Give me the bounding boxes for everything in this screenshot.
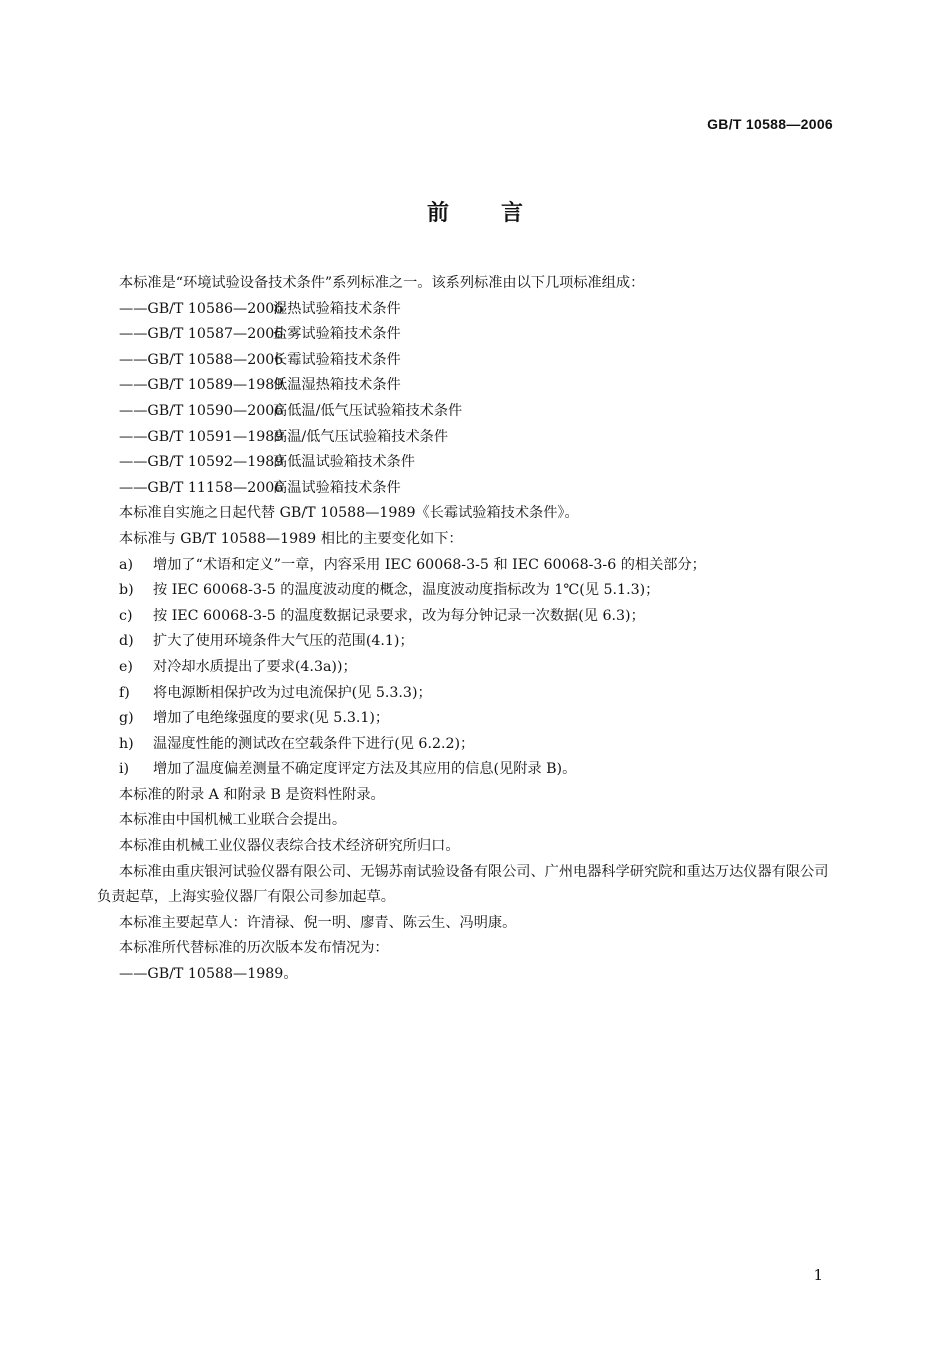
change-item — [97, 578, 837, 604]
change-label: c) — [119, 607, 133, 624]
change-text: 按 IEC 60068-3-5 的温度波动度的概念，温度波动度指标改为 1℃(见 5.1.3)； — [153, 582, 660, 599]
series-name: 盐雾试验箱技术条件 — [273, 326, 401, 343]
replace-statement: 本标准自实施之日起代替 GB/T 10588—1989《长霉试验箱技术条件》。 — [119, 505, 579, 522]
series-list — [97, 297, 837, 502]
change-text: 温湿度性能的测试改在空载条件下进行(见 6.2.2)； — [153, 735, 475, 752]
change-item — [97, 732, 837, 758]
change-label: a) — [119, 556, 133, 573]
appendix-statement: 本标准的附录 A 和附录 B 是资料性附录。 — [119, 786, 385, 803]
change-label: d) — [119, 633, 134, 650]
series-item — [97, 425, 837, 451]
change-item — [97, 655, 837, 681]
series-name: 高低温试验箱技术条件 — [273, 454, 415, 471]
foreword-body — [97, 271, 837, 988]
series-item — [97, 450, 837, 476]
change-item — [97, 604, 837, 630]
series-item — [97, 348, 837, 374]
intro-paragraph: 本标准是“环境试验设备技术条件”系列标准之一。该系列标准由以下几项标准组成： — [119, 275, 645, 291]
series-code: ——GB/T 10589—1989 — [119, 377, 284, 394]
standard-code: GB/T 10588—2006 — [707, 116, 833, 132]
change-item — [97, 706, 837, 732]
change-label: b) — [119, 582, 134, 599]
series-name: 湿热试验箱技术条件 — [273, 300, 401, 317]
managed-by: 本标准由机械工业仪器仪表综合技术经济研究所归口。 — [119, 838, 460, 855]
change-text: 扩大了使用环境条件大气压的范围(4.1)； — [153, 633, 414, 650]
change-item — [97, 629, 837, 655]
series-name: 高低温/低气压试验箱技术条件 — [273, 402, 463, 419]
change-item — [97, 681, 837, 707]
series-item — [97, 297, 837, 323]
series-item — [97, 476, 837, 502]
series-item — [97, 322, 837, 348]
change-text: 增加了温度偏差测量不确定度评定方法及其应用的信息(见附录 B)。 — [153, 761, 577, 778]
series-code: ——GB/T 10592—1989 — [119, 454, 284, 471]
series-name: 高温试验箱技术条件 — [273, 479, 401, 496]
history-intro: 本标准所代替标准的历次版本发布情况为： — [119, 940, 389, 957]
changes-list — [97, 553, 837, 783]
series-code: ——GB/T 10588—2006 — [119, 351, 284, 368]
change-label: h) — [119, 735, 134, 752]
history-item: ——GB/T 10588—1989。 — [119, 966, 298, 983]
change-label: i) — [119, 761, 130, 778]
series-item — [97, 399, 837, 425]
change-text: 将电源断相保护改为过电流保护(见 5.3.3)； — [153, 684, 432, 701]
page-number: 1 — [813, 1266, 823, 1284]
proposed-by: 本标准由中国机械工业联合会提出。 — [119, 812, 347, 829]
series-code: ——GB/T 10590—2006 — [119, 402, 284, 419]
series-name: 低温湿热箱技术条件 — [273, 377, 401, 394]
drafters: 本标准主要起草人：许清禄、倪一明、廖青、陈云生、冯明康。 — [119, 914, 517, 931]
series-code: ——GB/T 11158—2006 — [119, 479, 284, 496]
change-text: 按 IEC 60068-3-5 的温度数据记录要求，改为每分钟记录一次数据(见 6.3)； — [153, 607, 645, 624]
change-item — [97, 553, 837, 579]
page-title: 前言 — [426, 201, 575, 226]
series-name: 长霉试验箱技术条件 — [273, 351, 401, 368]
series-code: ——GB/T 10591—1989 — [119, 428, 284, 445]
change-text: 增加了电绝缘强度的要求(见 5.3.1)； — [153, 710, 390, 727]
changes-intro: 本标准与 GB/T 10588—1989 相比的主要变化如下： — [119, 530, 463, 547]
change-text: 对冷却水质提出了要求(4.3a))； — [153, 658, 357, 675]
change-label: g) — [119, 710, 134, 727]
change-label: e) — [119, 658, 133, 675]
series-code: ——GB/T 10587—2006 — [119, 326, 284, 343]
change-item — [97, 757, 837, 783]
series-item — [97, 373, 837, 399]
series-name: 高温/低气压试验箱技术条件 — [273, 428, 449, 445]
drafted-by: 本标准由重庆银河试验仪器有限公司、无锡苏南试验设备有限公司、广州电器科学研究院和重达万达仪器有限公司负责起草，上海实验仪器厂有限公司参加起草。 — [97, 863, 829, 906]
change-text: 增加了“术语和定义”一章，内容采用 IEC 60068-3-5 和 IEC 60068-3-6 的相关部分； — [153, 556, 706, 573]
series-code: ——GB/T 10586—2006 — [119, 300, 284, 317]
change-label: f) — [119, 684, 130, 701]
